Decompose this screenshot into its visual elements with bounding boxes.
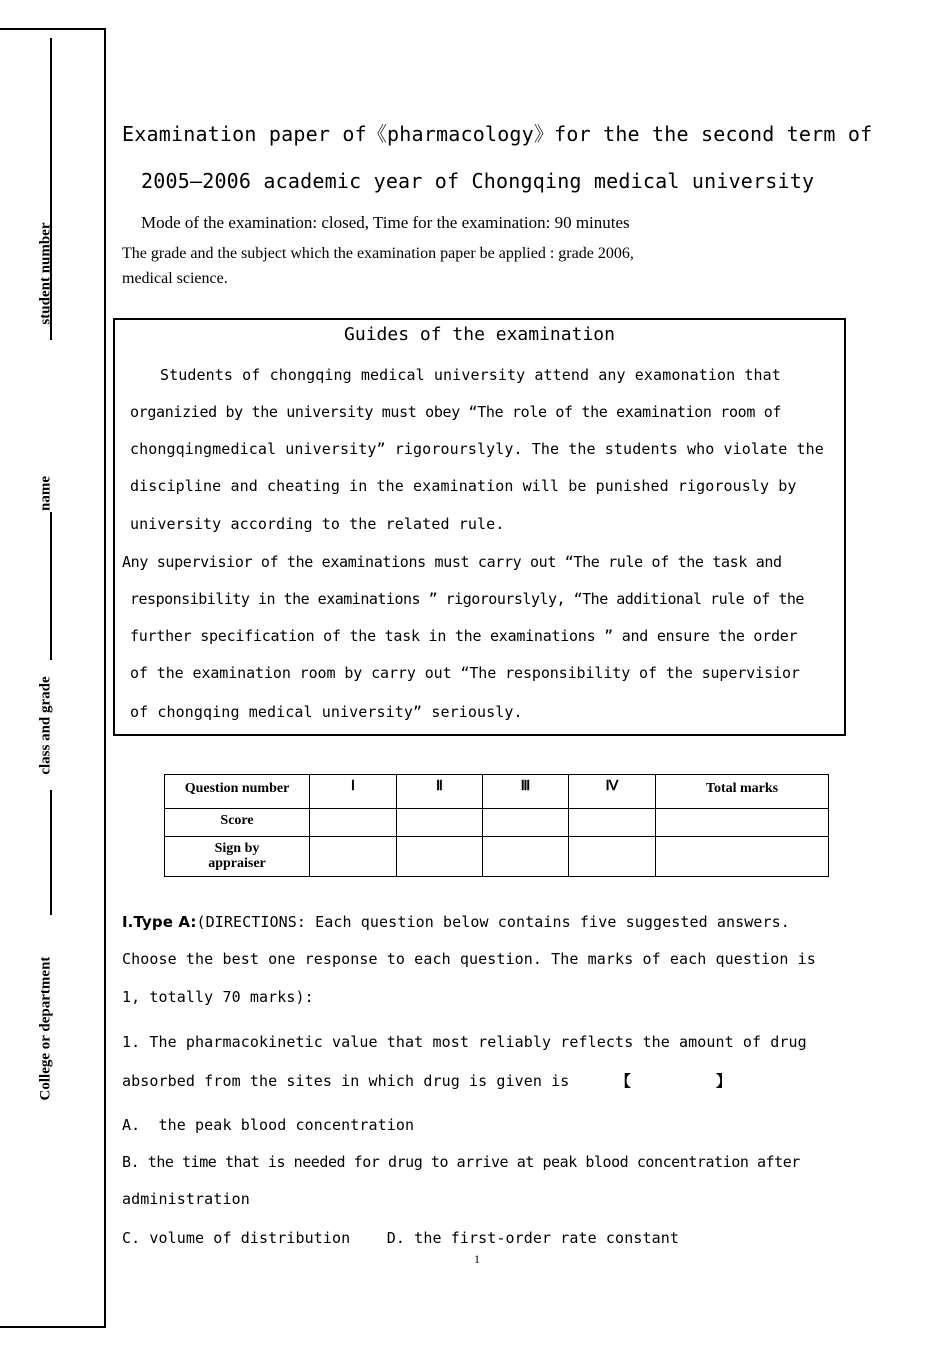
score-table [164,774,829,877]
sign-cell[interactable] [483,837,569,877]
guide-line: responsibility in the examinations ” rigorourslyly, “The additional rule of the [130,590,804,608]
question-1-line2 [122,1070,731,1091]
exam-title-line1: Examination paper of《pharmacology》for the the second term of [122,122,873,146]
class-grade-label: class and grade [37,676,54,775]
score-cell[interactable] [310,809,397,837]
guide-line: of the examination room by carry out “The responsibility of the supervisior [130,664,800,682]
sign-row-label: Sign by appraiser [165,837,310,877]
table-header-cell: Ⅰ [310,775,397,809]
score-cell[interactable] [656,809,829,837]
exam-mode: Mode of the examination: closed, Time for the examination: 90 minutes [141,213,630,232]
sign-cell[interactable] [397,837,483,877]
page-number: 1 [474,1252,480,1266]
name-label: name [37,476,54,511]
college-label: College or department [37,956,54,1101]
section-heading: Ⅰ.Type A: [122,913,197,931]
guide-line: Students of chongqing medical university attend any examonation that [160,366,781,384]
guide-line: chongqingmedical university” rigorourslyly. The the students who violate the [130,440,824,458]
table-header-cell: Question number [165,775,310,809]
question-1-line1: 1. The pharmacokinetic value that most reliably reflects the amount of drug [122,1033,807,1051]
answer-bracket[interactable]: 【 】 [615,1072,732,1090]
sign-cell[interactable] [310,837,397,877]
table-header-cell: Total marks [656,775,829,809]
guide-line: Any supervisior of the examinations must carry out “The rule of the task and [122,553,782,571]
score-row-label: Score [165,809,310,837]
sign-cell[interactable] [569,837,656,877]
guide-line: university according to the related rule. [130,515,505,533]
section-directions-line1 [122,913,790,931]
grade-subject-line1: The grade and the subject which the examination paper be applied : grade 2006, [122,245,634,262]
table-header-cell: Ⅲ [483,775,569,809]
exam-title-line2: 2005—2006 academic year of Chongqing medical university [141,169,815,193]
option-a: A. the peak blood concentration [122,1116,415,1134]
grade-subject-line2: medical science. [122,270,228,287]
sign-cell[interactable] [656,837,829,877]
directions-text: (DIRECTIONS: Each question below contains five suggested answers. [196,913,790,931]
section-directions-line3: 1, totally 70 marks): [122,988,314,1006]
score-cell[interactable] [397,809,483,837]
guide-line: of chongqing medical university” seriously. [130,703,523,721]
table-header-cell: Ⅳ [569,775,656,809]
student-number-label: student number [37,222,54,325]
guide-line: further specification of the task in the examinations ” and ensure the order [130,627,798,645]
options-c-d: C. volume of distribution D. the first-order rate constant [122,1229,679,1247]
table-header-cell: Ⅱ [397,775,483,809]
section-directions-line2: Choose the best one response to each question. The marks of each question is [122,950,816,968]
question-1-text: absorbed from the sites in which drug is given is [122,1072,570,1090]
guide-line: organizied by the university must obey “The role of the examination room of [130,403,782,421]
name-line [50,512,52,660]
score-cell[interactable] [569,809,656,837]
option-b-line1: B. the time that is needed for drug to arrive at peak blood concentration after [122,1153,800,1171]
option-b-line2: administration [122,1190,250,1208]
score-cell[interactable] [483,809,569,837]
class-grade-line [50,790,52,915]
guides-title: Guides of the examination [344,324,615,345]
guide-line: discipline and cheating in the examination will be punished rigorously by [130,477,797,495]
